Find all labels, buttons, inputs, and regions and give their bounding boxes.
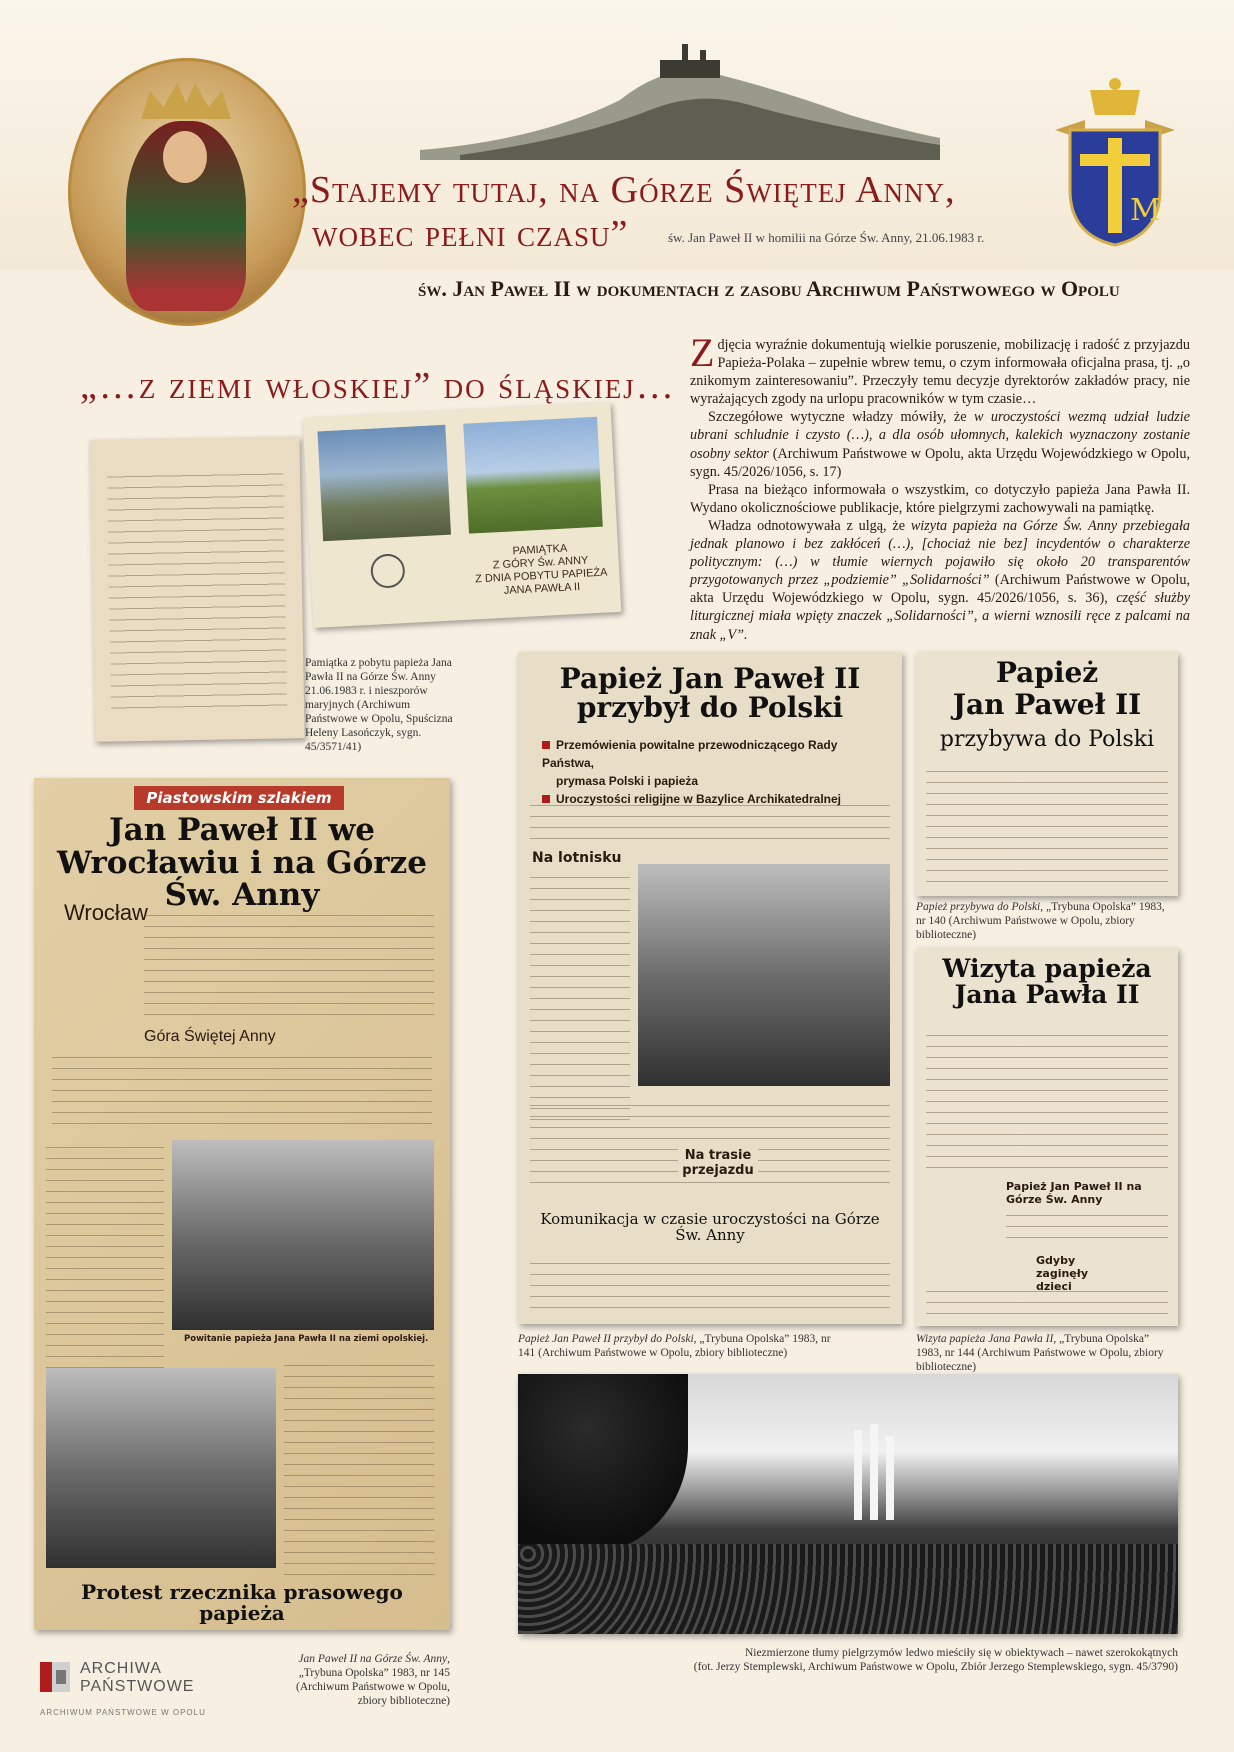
- przybywa-caption: Papież przybywa do Polski, „Trybuna Opolska” 1983, nr 140 (Archiwum Państwowe w Opolu, zbiory biblioteczne): [916, 901, 1165, 941]
- paragraph-2: Szczegółowe wytyczne władzy mówiły, że w uroczystości wezmą udział ludzie ubrani schludnie i czysto (…), a dla osób ułomnych, kalekich wyznaczony zostanie osobny sektor (Archiwum Państwowe w Opolu, akta Urzędu Wojewódzkiego w Opolu, sygn. 45/2026/1056, s. 17): [690, 409, 1190, 480]
- przybyl-caption: Papież Jan Paweł II przybył do Polski, „Trybuna Opolska” 1983, nr 141 (Archiwum Państwowe w Opolu, zbiory biblioteczne): [518, 1333, 831, 1359]
- clipping-headline: Jan Paweł II we Wrocławiu i na Górze Św. Anny: [57, 812, 427, 914]
- headline-wizyta: Wizyta papieża Jana Pawła II: [942, 954, 1152, 1010]
- mountain-photo: [463, 417, 603, 534]
- crowd: [518, 1544, 1178, 1634]
- clipping-wroclaw: [34, 778, 450, 1630]
- booklet-title: PAMIĄTKA Z GÓRY Św. ANNY Z DNIA POBYTU PAPIEŻA JANA PAWŁA II: [474, 542, 608, 597]
- photo-caption-1: Powitanie papieża Jana Pawła II na ziemi opolskiej.: [184, 1334, 429, 1344]
- crowd-photo: [518, 1374, 1178, 1634]
- statue-face: [163, 131, 207, 183]
- headline-papiez: Papież: [995, 656, 1099, 689]
- crowd-caption: Niezmierzone tłumy pielgrzymów ledwo mieściły się w obiektywach – nawet szerokokątnych (fot. Jerzy Stemplewski, Archiwum Państwowe w Opolu, Zbiór Jerzego Stemplewskiego, sygn. 45/3790): [693, 1647, 1178, 1673]
- crown-icon: [141, 79, 231, 119]
- quote-line-2: wobec pełni czasu”: [312, 213, 629, 255]
- sub-na-gorze: Papież Jan Paweł II na Górze Św. Anny: [1006, 1180, 1142, 1206]
- paragraph-4: Władza odnotowywała z ulgą, że wizyta papieża na Górze Św. Anny przebiegała jednak planowo i bez zakłóceń (…), [chociaż nie bez] incydentów o charakterze politycznym: (…) w tłumie wiernych pojawiło się około 20 transparentów przygotowanych przez „podziemie” „Solidarności” (Archiwum Państwowe w Opolu, akta Urzędu Wojewódzkiego w Opolu, sygn. 45/2026/1056, s. 36), część służby liturgicznej miała wpięty znaczek „Solidarności”, a wierni wznosili ręce z palcami na znak „V”.: [690, 517, 1191, 643]
- clipping-headline-2: Papież Jan Paweł II przybył do Polski: [559, 662, 861, 725]
- clipping-photo-1: [172, 1140, 434, 1330]
- tree-silhouette: [518, 1374, 688, 1554]
- paragraph-1: Zdjęcia wyraźnie dokumentują wielkie poruszenie, mobilizację i radość z przyjazdu Papieża-Polaka – zupełnie wbrew temu, o czym informowała oficjalna prasa, tj. „o znikomym zainteresowaniu”. Przeczyły temu decyzje dyrektorów zakładów pracy, nie wyrażających zgody na urlopu pracowników w tym czasie…: [690, 330, 1190, 408]
- logo-line-3: ARCHIWUM PAŃSTWOWE W OPOLU: [40, 1708, 206, 1717]
- clipping-przybyl: [518, 652, 902, 1324]
- madonna-statue-image: [68, 58, 306, 326]
- souvenir-booklet: [303, 402, 622, 628]
- souvenir-caption: Pamiątka z pobytu papieża Jana Pawła II na Górze Św. Anny 21.06.1983 r. i nieszporów maryjnych (Archiwum Państwowe w Opolu, Spuścizna Heleny Lasończyk, sygn. 45/3571/41): [305, 657, 453, 753]
- paragraph-3: Prasa na bieżąco informowała o wszystkim, co dotyczyło papieża Jana Pawła II. Wydano okolicznościowe publikacje, które pielgrzymi zachowywali na pamiątkę.: [690, 481, 1190, 516]
- wizyta-caption: Wizyta papieża Jana Pawła II, „Trybuna Opolska” 1983, nr 144 (Archiwum Państwowe w Opolu, zbiory biblioteczne): [916, 1333, 1164, 1373]
- poster-subtitle: św. Jan Paweł II w dokumentach z zasobu Archiwum Państwowego w Opolu: [418, 276, 1120, 301]
- emblem-icon: [370, 553, 406, 589]
- body-text: [690, 330, 1191, 644]
- sub-wroclaw: Wrocław: [64, 900, 148, 925]
- clipping-sub-komunikacja: Komunikacja w czasie uroczystości na Górze Św. Anny: [540, 1210, 880, 1244]
- banner: Piastowskim szlakiem: [134, 786, 344, 810]
- clipping-photo-2: [46, 1368, 276, 1568]
- quote-source: św. Jan Paweł II w homilii na Górze Św. Anny, 21.06.1983 r.: [668, 230, 985, 245]
- logo-line-2: PAŃSTWOWE: [80, 1678, 195, 1695]
- sub-dzieci: Gdyby zaginęły dzieci: [1036, 1254, 1089, 1293]
- wroclaw-caption: Jan Paweł II na Górze Św. Anny, „Trybuna Opolska” 1983, nr 145 (Archiwum Państwowe w Opolu, zbiory biblioteczne): [296, 1653, 450, 1707]
- clipping-przybywa: [916, 652, 1178, 896]
- clipping-photo-3: [638, 864, 890, 1086]
- souvenir-page-text: [89, 436, 304, 742]
- sub-trasa: Na trasie przejazdu: [678, 1148, 758, 1178]
- monument-photo: [317, 425, 451, 542]
- clipping-bottom-headline: Protest rzecznika prasowego papieża: [81, 1580, 403, 1625]
- mountain-illustration: [420, 20, 940, 160]
- clipping-wizyta: [916, 948, 1178, 1326]
- archives-logo-icon: [40, 1662, 70, 1692]
- sub-gora: Góra Świętej Anny: [144, 1028, 276, 1045]
- headline-przybywa: przybywa do Polski: [939, 727, 1155, 752]
- quote-line-1: „Stajemy tutaj, na Górze Świętej Anny,: [292, 169, 956, 211]
- bullet-list: Przemówienia powitalne przewodniczącego Rady Państwa, prymasa Polski i papieża Uroczystości religijne w Bazylice Archikatedralnej: [542, 738, 841, 806]
- dropcap: Z: [690, 330, 715, 375]
- logo-line-1: ARCHIWA: [80, 1660, 162, 1677]
- altar-tower: [854, 1430, 862, 1520]
- altar-tower: [886, 1436, 894, 1520]
- altar-tower: [870, 1424, 878, 1520]
- sub-lotnisko: Na lotnisku: [532, 850, 622, 866]
- svg-text:M: M: [1130, 193, 1161, 228]
- section-title: „…z ziemi włoskiej” do śląskiej…: [80, 365, 676, 407]
- headline-jan-pawel: Jan Paweł II: [952, 688, 1142, 721]
- papal-coat-of-arms-icon: [1040, 70, 1190, 250]
